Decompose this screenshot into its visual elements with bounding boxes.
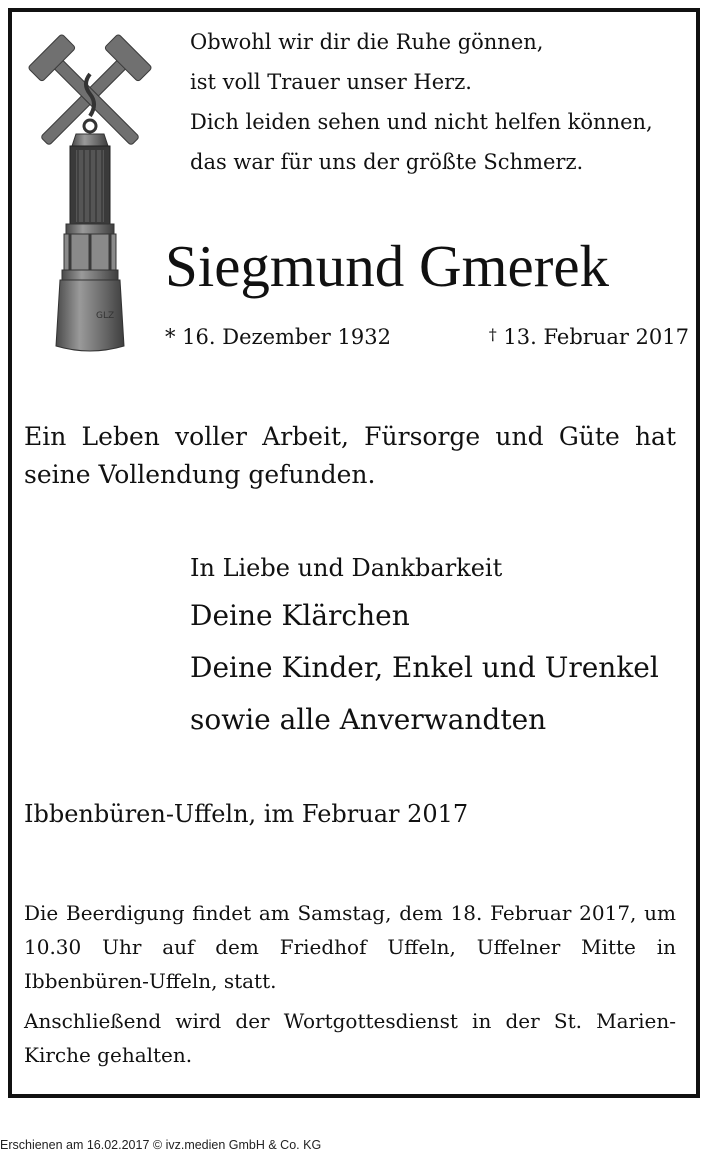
funeral-paragraph: Die Beerdigung findet am Samstag, dem 18. Februar 2017, um 10.30 Uhr auf dem Friedhof Uffeln, Uffelner Mitte in Ibbenbüren-Uffeln, statt. (24, 901, 676, 993)
cross-symbol: † (488, 325, 497, 344)
funeral-paragraph: Anschließend wird der Wortgottesdienst in der St. Marien-Kirche gehalten. (24, 1009, 676, 1067)
death-date-line (489, 325, 689, 349)
tribute-text: Ein Leben voller Arbeit, Fürsorge und Güte hat seine Vollendung gefunden. (24, 422, 676, 489)
family-line: Deine Kinder, Enkel und Urenkel (190, 651, 659, 684)
deceased-name: Siegmund Gmerek (165, 233, 610, 299)
family-signature (190, 546, 680, 746)
publication-footer: Erschienen am 16.02.2017 © ivz.medien GmbH & Co. KG (0, 1138, 322, 1152)
family-line: sowie alle Anverwandten (190, 703, 547, 736)
poem-line: ist voll Trauer unser Herz. (190, 70, 472, 94)
family-line: Deine Klärchen (190, 599, 410, 632)
poem-line: Dich leiden sehen und nicht helfen können, (190, 110, 653, 134)
poem-line: Obwohl wir dir die Ruhe gönnen, (190, 30, 544, 54)
place-date: Ibbenbüren-Uffeln, im Februar 2017 (24, 800, 469, 828)
funeral-info (24, 896, 676, 1078)
death-date: 13. Februar 2017 (503, 325, 689, 349)
poem-line: das war für uns der größte Schmerz. (190, 150, 584, 174)
lamp-mark: GLZ (96, 311, 115, 321)
hammer-pick-miners-lamp-icon (20, 26, 160, 356)
poem (190, 22, 680, 182)
family-intro: In Liebe und Dankbarkeit (190, 554, 503, 582)
birth-date: * 16. Dezember 1932 (165, 325, 391, 349)
